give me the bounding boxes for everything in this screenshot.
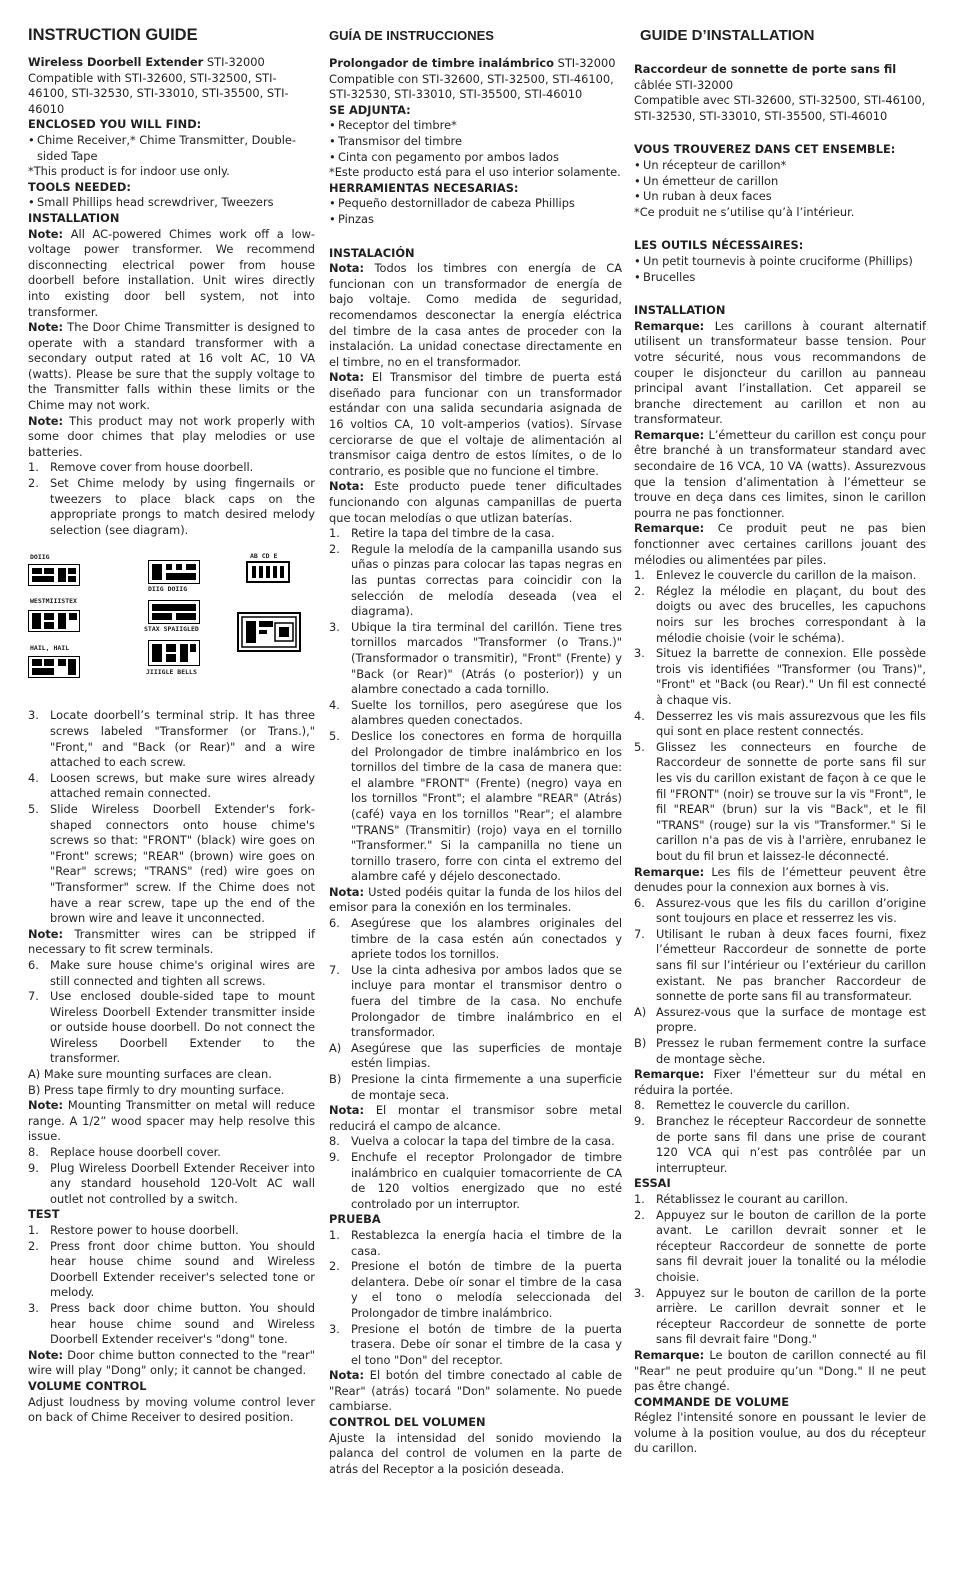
- french-step-7b: B) Pressez le ruban fermement contre la surface de montage sèche.: [634, 1036, 926, 1066]
- spanish-note-6: Nota: El botón del timbre conectado al cable de "Rear" (atrás) tocará "Don" solamente. No puede cambiarse.: [329, 1368, 622, 1414]
- english-step-7b: B) Press tape firmly to dry mounting surface.: [28, 1082, 285, 1097]
- spanish-step-7: 7. Use la cinta adhesiva por ambos lados que se incluye para montar el transmisor dentro o fuera del timbre de la casa. No enchufe Prolongador de timbre inalámbrico en el transformador.: [329, 962, 622, 1040]
- french-model: STI-32000: [675, 77, 734, 92]
- westminster-melody-pins-figure: [28, 610, 80, 632]
- english-test-1: 1. Restore power to house doorbell.: [28, 1223, 239, 1237]
- french-product-line: [634, 62, 926, 93]
- spanish-enclosed-item: • Transmisor del timbre: [329, 133, 462, 148]
- spanish-volume-text: Ajuste la intensidad del sonido moviendo la palanca del control de volumen en la parte de atrás del Receptor a la posición deseada.: [329, 1430, 622, 1476]
- english-enclosed-item: • Chime Receiver,* Chime Transmitter, Double-sided Tape: [28, 132, 297, 163]
- french-step-6: 6. Assurez-vous que les fils du carillon d’origine sont toujours en place et resserrez les vis.: [634, 895, 926, 926]
- spanish-step-9: 9. Enchufe el receptor Prolongador de timbre inalámbrico en cualquier tomacorriente de CA de 120 voltios energizado que no esté controlado por un interruptor.: [329, 1149, 622, 1211]
- french-enclosed-item: • Un émetteur de carillon: [634, 173, 779, 188]
- french-volume-text: Réglez l'intensité sonore en poussant le levier de volume à la position voulue, au dos du récepteur du carillon.: [634, 1410, 926, 1456]
- english-step-2: 2. Set Chime melody by using fingernails or tweezers to place black caps on the appropriate prongs to match desired melody selection (see diagram).: [28, 476, 315, 537]
- spanish-step-2: 2. Regule la melodía de la campanilla usando sus uñas o pinzas para colocar las tapas negras en las puntas correctas para coincidir con la selección de melodía deseada (vea el diagrama).: [329, 541, 622, 619]
- spanish-step-5: 5. Deslice los conectores en forma de horquilla del Prolongador de timbre inalámbrico en los tornillos del timbre de la casa de manera que: el alambre "FRONT" (Frente) (negro) vaya en los tornillos "Front"; el alambre "REAR" (Atrás) (café) vaya en los tornillos "Rear"; el alambre "TRANS" (Transmitir) (rojo) vaya en el tornillo "Transformer." Si la campanilla no tiene un tornillo trasero, forre con cinta el extremo del alambre café y déjelo desconectado.: [329, 728, 622, 884]
- french-note-3: Remarque: Ce produit peut ne pas bien fonctionner avec certaines carillons jouant des mélodies ou alimentées par piles.: [634, 521, 926, 567]
- french-note-6: Remarque: Le bouton de carillon connecté au fil "Rear" ne peut produire qu’un "Dong." Il ne peut pas être changé.: [634, 1347, 926, 1394]
- spanish-compat: Compatible con STI-32600, STI-32500, STI-46100, STI-32530, STI-33010, STI-35500, STI-46010: [329, 71, 614, 102]
- french-product-name: Raccordeur de sonnette de porte sans fil: [634, 62, 897, 76]
- diagram-label-hail-hail: HAIL, HAIL: [30, 644, 70, 653]
- spanish-volume-heading: CONTROL DEL VOLUMEN: [329, 1415, 486, 1430]
- diagram-label-ding-dong: DIIG DOIIG: [148, 585, 188, 594]
- spanish-tools-item: • Pequeño destornillador de cabeza Phillips: [329, 196, 575, 211]
- english-note-4: Note: Transmitter wires can be stripped if necessary to fit screw terminals.: [28, 926, 315, 957]
- french-compat: Compatible avec STI-32600, STI-32500, STI-46100, STI-32530, STI-33010, STI-35500, STI-46010: [634, 93, 926, 123]
- french-step-8: 8. Remettez le couvercle du carillon.: [634, 1098, 850, 1113]
- french-test-3: 3. Appuyez sur le bouton de carillon de la porte arrière. Le carillon devrait sonner et le récepteur Raccordeur de sonnette de porte sans fil devrait faire "Dong.": [634, 1285, 926, 1347]
- diagram-label-jingle-bells: JIIIGLE BELLS: [146, 668, 197, 677]
- english-step-7: 7. Use enclosed double-sided tape to mount Wireless Doorbell Extender transmitter inside or outside house doorbell. Do not connect the Wireless Doorbell Extender to the transformer.: [28, 989, 315, 1066]
- english-step-1: 1. Remove cover from house doorbell.: [28, 460, 254, 475]
- french-enclosed-heading: VOUS TROUVEREZ DANS CET ENSEMBLE:: [634, 142, 896, 157]
- english-step-6: 6. Make sure house chime's original wires are still connected and tighten all screws.: [28, 957, 315, 988]
- english-note-5: Note: Mounting Transmitter on metal will reduce range. A 1/2” wood spacer may help resolve this issue.: [28, 1098, 316, 1144]
- french-indoor-note: *Ce produit ne s’utilise qu’à l’intérieur.: [634, 204, 855, 219]
- french-enclosed-item: • Un ruban à deux faces: [634, 189, 772, 204]
- english-indoor-note: *This product is for indoor use only.: [28, 164, 230, 179]
- spanish-step-7a: A) Asegúrese que las superficies de montaje estén limpias.: [329, 1040, 622, 1071]
- french-test-2: 2. Appuyez sur le bouton de carillon de la porte avant. Le carillon devrait sonner et le récepteur Raccordeur de sonnette de porte sans fil devrait jouer la tonalité ou la mélodie choisie.: [634, 1207, 926, 1284]
- spanish-column: [329, 20, 622, 1477]
- english-volume-heading: VOLUME CONTROL: [28, 1378, 147, 1393]
- english-installation-heading: INSTALLATION: [28, 210, 120, 225]
- diagram-label-star-spangled: STAX SPAIIGLED: [144, 625, 199, 634]
- spanish-model: STI-32000: [557, 56, 616, 70]
- english-note-3: Note: This product may not work properly with some door chimes that play melodies or use batteries.: [28, 413, 315, 459]
- star-spangled-melody-pins-figure: [148, 600, 200, 624]
- english-test-heading: TEST: [28, 1207, 60, 1222]
- french-tools-heading: LES OUTILS NÉCESSAIRES:: [634, 238, 804, 253]
- spanish-note-5: Nota: El montar el transmisor sobre metal reducirá el campo de alcance.: [329, 1103, 622, 1133]
- english-note-6: Note: Door chime button connected to the "rear" wire will play "Dong" only; it cannot be changed.: [28, 1347, 315, 1378]
- spanish-indoor-note: *Este producto está para el uso interior solamente.: [329, 165, 621, 180]
- spanish-note-4: Nota: Usted podéis quitar la funda de los hilos del emisor para la conexión en los terminales.: [329, 884, 622, 915]
- spanish-tools-item: • Pinzas: [329, 211, 374, 226]
- english-test-2: 2. Press front door chime button. You should hear house chime sound and Wireless Doorbell Extender receiver's selected tone or melody.: [28, 1238, 315, 1300]
- english-tools-item: • Small Phillips head screwdriver, Tweezers: [28, 195, 274, 210]
- english-product-line: [28, 55, 315, 71]
- french-tools-item: • Brucelles: [634, 269, 696, 284]
- english-note-1: Note: All AC-powered Chimes work off a low-voltage power transformer. We recommend disconnecting electrical power from house doorbell before installation. Unit wires directly into existing door bell system, not into transformer.: [28, 226, 315, 319]
- french-column: [634, 20, 926, 1457]
- spanish-test-2: 2. Presione el botón de timbre de la puerta delantera. Debe oír sonar el timbre de la casa y el tono o melodía seleccionada del Prolongador de timbre inalámbrico.: [329, 1259, 622, 1320]
- english-step-7a: A) Make sure mounting surfaces are clean.: [28, 1067, 272, 1082]
- english-compat: Compatible with STI-32600, STI-32500, STI-46100, STI-32530, STI-33010, STI-35500, STI-46010: [28, 70, 289, 116]
- spanish-step-7b: B) Presione la cinta firmemente a una superficie de montaje seca.: [329, 1072, 622, 1102]
- french-step-3: 3. Situez la barrette de connexion. Elle possède trois vis identifiées "Transformer (ou Trans)", "Front" et "Back (ou Rear)." Un fil est connecté à chaque vis.: [634, 646, 926, 707]
- spanish-step-6: 6. Asegúrese que los alambres originales del timbre de la casa estén aún conectados y apriete todos los tornillos.: [329, 916, 622, 962]
- english-step-8: 8. Replace house doorbell cover.: [28, 1145, 221, 1160]
- spanish-test-1: 1. Restablezca la energía hacia el timbre de la casa.: [329, 1227, 622, 1258]
- spanish-step-1: 1. Retire la tapa del timbre de la casa.: [329, 526, 555, 541]
- french-note-2: Remarque: L’émetteur du carillon est conçu pour être branché à un transformateur standard avec secondaire de 16 VCA, 10 VA (watts). Assurezvous que la tension d’alimentation à l’émetteur se trouve en deça dans ces limites, sinon le carillon pourra ne pas fonctionner.: [634, 427, 926, 520]
- english-step-4: 4. Loosen screws, but make sure wires already attached remain connected.: [28, 770, 315, 801]
- english-product-name: Wireless Doorbell Extender: [28, 55, 204, 69]
- french-tools-item: • Un petit tournevis à pointe cruciforme (Phillips): [634, 253, 913, 268]
- french-enclosed-item: • Un récepteur de carillon*: [634, 157, 787, 172]
- english-model: STI-32000: [206, 55, 265, 69]
- spanish-title: GUÍA DE INSTRUCCIONES: [329, 28, 494, 43]
- french-note-1: Remarque: Les carillons à courant alternatif utilisent un transformateur basse tension. Pour votre sécurité, nous vous recommandons de couper le disjoncteur du carillon au panneau principal avant l’installation. Cet appareil se branche directement au carillon et non au transformateur.: [634, 318, 926, 427]
- french-step-2: 2. Réglez la mélodie en plaçant, du bout des doigts ou avec des brucelles, les capuchons noirs sur les broches correspondant à la mélodie choisie (voir le schéma).: [634, 583, 926, 645]
- french-step-7a: A) Assurez-vous que la surface de montage est propre.: [634, 1004, 926, 1035]
- english-test-3: 3. Press back door chime button. You should hear house chime sound and Wireless Doorbell Extender receiver's "dong" tone.: [28, 1300, 315, 1347]
- english-tools-heading: TOOLS NEEDED:: [28, 179, 131, 194]
- chime-receiver-board-figure: [237, 612, 301, 652]
- french-title: GUIDE D’INSTALLATION: [640, 27, 815, 44]
- english-column: [28, 20, 315, 1426]
- spanish-product-name: Prolongador de timbre inalámbrico: [329, 56, 554, 70]
- diagram-label-doing: DOIIG: [30, 553, 50, 562]
- french-note-4: Remarque: Les fils de l’émetteur peuvent être denudes pour la connexion aux bornes à vis.: [634, 864, 926, 895]
- french-step-7: 7. Utilisant le ruban à deux faces fourni, fixez l’émetteur Raccordeur de sonnette de porte sans fil sur l’intérieur ou l’extérieur du carillon existant. Ne pas brancher Raccordeur de sonnette de porte sans fil au transformateur.: [634, 926, 926, 1004]
- french-installation-heading: INSTALLATION: [634, 303, 726, 318]
- hail-hail-melody-pins-figure: [28, 656, 80, 678]
- spanish-step-3: 3. Ubique la tira terminal del carillón. Tiene tres tornillos marcados "Transformer (o Trans.)" (Transformador o transmitir), "Front" (Frente) y "Back (or Rear)" (Atrás (o posterior)) y un alambre conectado a cada tornillo.: [329, 619, 622, 697]
- french-test-1: 1. Rétablissez le courant au carillon.: [634, 1191, 849, 1206]
- english-step-9: 9. Plug Wireless Doorbell Extender Receiver into any standard household 120-Volt AC wall outlet not controlled by a switch.: [28, 1160, 315, 1206]
- melody-selection-diagram: [28, 552, 313, 698]
- english-volume-text: Adjust loudness by moving volume control lever on back of Chime Receiver to desired position.: [28, 1394, 315, 1425]
- english-title: INSTRUCTION GUIDE: [28, 26, 198, 44]
- french-step-9: 9. Branchez le récepteur Raccordeur de sonnette de porte sans fil dans une prise de courant 120 VCA qui n’est pas contrôlée par un interrupteur.: [634, 1114, 926, 1175]
- spanish-enclosed-heading: SE ADJUNTA:: [329, 102, 411, 117]
- spanish-enclosed-item: • Receptor del timbre*: [329, 118, 457, 133]
- spanish-test-3: 3. Presione el botón de timbre de la puerta trasera. Debe oír sonar el timbre de la casa y el tono "Don" del receptor.: [329, 1321, 622, 1367]
- english-enclosed-heading: ENCLOSED YOU WILL FIND:: [28, 117, 202, 132]
- french-step-5: 5. Glissez les connecteurs en fourche de Raccordeur de sonnette de porte sans fil sur les vis du carillon existant de façon à ce que le fil "FRONT" (noir) se trouve sur la vis "Front", le fil "REAR" (brun) sur la vis "Back", et le fil "TRANS" (rouge) sur la vis "Transformer." Si le carillon n'a pas de vis à l'arrière, enrubanez le bout du fil brun et laissez-le déconnecté.: [634, 739, 926, 863]
- english-step-5: 5. Slide Wireless Doorbell Extender's fork-shaped connectors onto house chime's screws so that: "FRONT" (black) wire goes on "Front" screws; "REAR" (brown) wire goes on "Rear" screws; "TRANS" (red) wire goes on "Transformer" screw. If the Chime does not have a rear screw, tape up the end of the brown wire and leave it unconnected.: [28, 801, 315, 926]
- french-step-1: 1. Enlevez le couvercle du carillon de la maison.: [634, 568, 917, 583]
- spanish-enclosed-item: • Cinta con pegamento por ambos lados: [329, 149, 559, 164]
- spanish-step-4: 4. Suelte los tornillos, pero asegúrese que los alambres queden conectados.: [329, 697, 622, 728]
- spanish-tools-heading: HERRAMIENTAS NECESARIAS:: [329, 180, 519, 195]
- ding-dong-melody-pins-figure: [148, 560, 200, 584]
- french-step-4: 4. Desserrez les vis mais assurezvous que les fils qui sont en place restent connectés.: [634, 708, 926, 739]
- doing-melody-pins-figure: [28, 564, 80, 586]
- french-volume-heading: COMMANDE DE VOLUME: [634, 1394, 789, 1409]
- spanish-step-8: 8. Vuelva a colocar la tapa del timbre de la casa.: [329, 1134, 615, 1149]
- english-step-3: 3. Locate doorbell’s terminal strip. It has three screws labeled "Transformer (or Trans.)," "Front," and "Back (or Rear)" and a wire attached to each screw.: [28, 708, 315, 770]
- diagram-label-pin-letters: AB CD E: [250, 552, 278, 561]
- spanish-installation-heading: INSTALACIÓN: [329, 245, 415, 260]
- spanish-note-2: Nota: El Transmisor del timbre de puerta está diseñado para funcionar con un transformador estándar con una salida secundaria asignada de 16 voltios CA, 10 volt-amperios (vatios). Sírvase cerciorarse de que el voltaje de alimentación al transmisor caiga dentro de estos límites, o de lo contrario, es posible que no funcione el timbre.: [329, 370, 623, 478]
- french-note-5: Remarque: Fixer l'émetteur sur du métal en réduira la portée.: [634, 1067, 926, 1097]
- french-model-prefix: câblée: [634, 77, 672, 92]
- spanish-test-heading: PRUEBA: [329, 1212, 381, 1227]
- pin-header-figure: [246, 561, 290, 583]
- spanish-note-3: Nota: Este producto puede tener dificultades funcionando con algunas campanillas de puerta que tocan melodías o que utlizan baterías.: [329, 479, 622, 525]
- english-note-2: Note: The Door Chime Transmitter is designed to operate with a standard transformer with a secondary output rated at 16 volt AC, 10 VA (watts). Please be sure that the supply voltage to the Transmitter falls within these limits or the Chime may not work.: [28, 320, 315, 413]
- spanish-product-line: [329, 56, 622, 72]
- spanish-note-1: Nota: Todos los timbres con energía de CA funcionan con un transformador de energía de bajo voltaje. Como medida de seguridad, recomendamos desconectar la energía eléctrica del timbre de la casa antes de proceder con la instalación. La unidad conectase directamente en el timbre, no en el transformador.: [329, 261, 622, 369]
- diagram-label-westminster: WESTMIIISTEX: [30, 597, 77, 606]
- jingle-bells-melody-pins-figure: [148, 640, 200, 666]
- french-test-heading: ESSAI: [634, 1176, 671, 1191]
